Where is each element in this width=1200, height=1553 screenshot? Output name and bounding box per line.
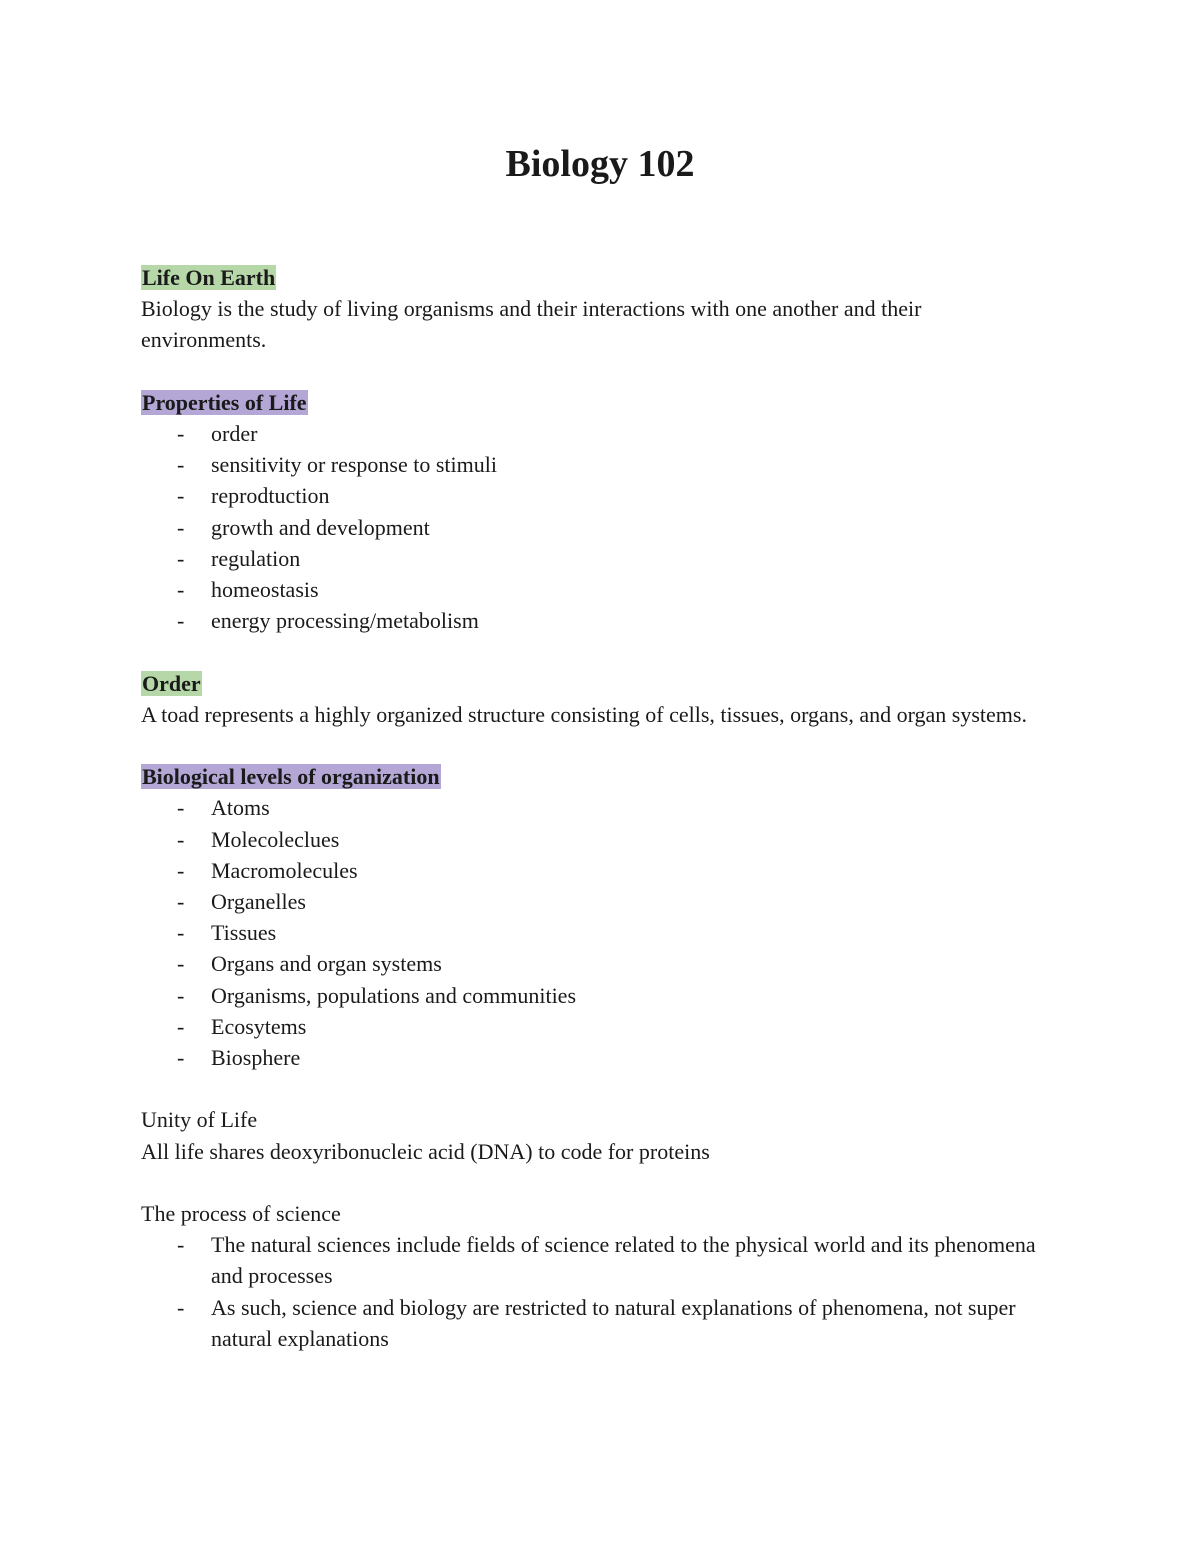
dash-bullet: -: [177, 608, 185, 634]
list-item: [141, 512, 1041, 543]
spacer: [141, 730, 1041, 761]
list-item: [141, 1292, 1041, 1354]
dash-bullet: -: [177, 514, 185, 540]
properties-list: [141, 418, 1041, 636]
process-list: [141, 1229, 1041, 1354]
list-item: [141, 980, 1041, 1011]
dash-bullet: -: [177, 795, 185, 821]
spacer: [141, 636, 1041, 667]
heading-properties-of-life-text: Properties of Life: [142, 389, 307, 415]
document-title: Biology 102: [505, 143, 695, 185]
dash-bullet: -: [177, 920, 185, 946]
dash-bullet: -: [177, 577, 185, 603]
dash-bullet: -: [177, 857, 185, 883]
list-item: [141, 480, 1041, 511]
list-item-text: sensitivity or response to stimuli: [211, 452, 497, 478]
unity-paragraph: All life shares deoxyribonucleic acid (DNA) to code for proteins: [141, 1138, 710, 1164]
list-item-text: Tissues: [211, 920, 277, 946]
spacer: [141, 1073, 1041, 1104]
list-item-text: Biosphere: [211, 1045, 301, 1071]
list-item: [141, 574, 1041, 605]
heading-biological-levels: [141, 761, 1041, 792]
list-item-text: regulation: [211, 545, 301, 571]
dash-bullet: -: [177, 1294, 185, 1320]
spacer: [141, 1167, 1041, 1198]
spacer: [141, 356, 1041, 387]
dash-bullet: -: [177, 1013, 185, 1039]
life-on-earth-paragraph: Biology is the study of living organisms and their interactions with one another and their environments.: [141, 296, 922, 353]
list-item-text: Organelles: [211, 889, 306, 915]
dash-bullet: -: [177, 421, 185, 446]
list-item: [141, 824, 1041, 855]
list-item: [141, 1229, 1041, 1291]
dash-bullet: -: [177, 1045, 185, 1071]
list-item-text: Macromolecules: [211, 857, 358, 883]
heading-order-text: Order: [142, 670, 201, 696]
levels-list: [141, 792, 1041, 1073]
heading-biological-levels-text: Biological levels of organization: [142, 764, 440, 790]
heading-order: [141, 668, 1041, 699]
list-item: [141, 449, 1041, 480]
list-item-text: growth and development: [211, 514, 430, 540]
list-item: [141, 792, 1041, 823]
document-body: [141, 262, 1041, 1354]
list-item: [141, 1011, 1041, 1042]
dash-bullet: -: [177, 452, 185, 478]
list-item: [141, 1042, 1041, 1073]
list-item: [141, 886, 1041, 917]
heading-life-on-earth-text: Life On Earth: [142, 265, 276, 290]
list-item-text: Atoms: [211, 795, 270, 821]
dash-bullet: -: [177, 1232, 185, 1258]
heading-life-on-earth: [141, 262, 1041, 293]
dash-bullet: -: [177, 982, 185, 1008]
list-item-text: Molecoleclues: [211, 826, 340, 852]
list-item-text: As such, science and biology are restricted to natural explanations of phenomena, not super natural explanations: [211, 1294, 1016, 1351]
list-item: [141, 418, 1041, 449]
list-item: [141, 605, 1041, 636]
list-item-text: order: [211, 421, 258, 446]
list-item: [141, 917, 1041, 948]
order-paragraph: A toad represents a highly organized structure consisting of cells, tissues, organs, and organ systems.: [141, 701, 1027, 727]
list-item-text: Organisms, populations and communities: [211, 982, 577, 1008]
heading-properties-of-life: [141, 387, 1041, 418]
dash-bullet: -: [177, 826, 185, 852]
list-item: [141, 855, 1041, 886]
list-item-text: reprodtuction: [211, 483, 330, 509]
list-item-text: Ecosytems: [211, 1013, 307, 1039]
unity-heading: Unity of Life: [141, 1107, 258, 1133]
dash-bullet: -: [177, 545, 185, 571]
process-heading: The process of science: [141, 1201, 341, 1227]
dash-bullet: -: [177, 483, 185, 509]
list-item: [141, 543, 1041, 574]
list-item: [141, 948, 1041, 979]
list-item-text: homeostasis: [211, 577, 319, 603]
list-item-text: energy processing/metabolism: [211, 608, 479, 634]
dash-bullet: -: [177, 951, 185, 977]
dash-bullet: -: [177, 889, 185, 915]
list-item-text: Organs and organ systems: [211, 951, 442, 977]
list-item-text: The natural sciences include fields of science related to the physical world and its phenomena and processes: [211, 1232, 1036, 1289]
